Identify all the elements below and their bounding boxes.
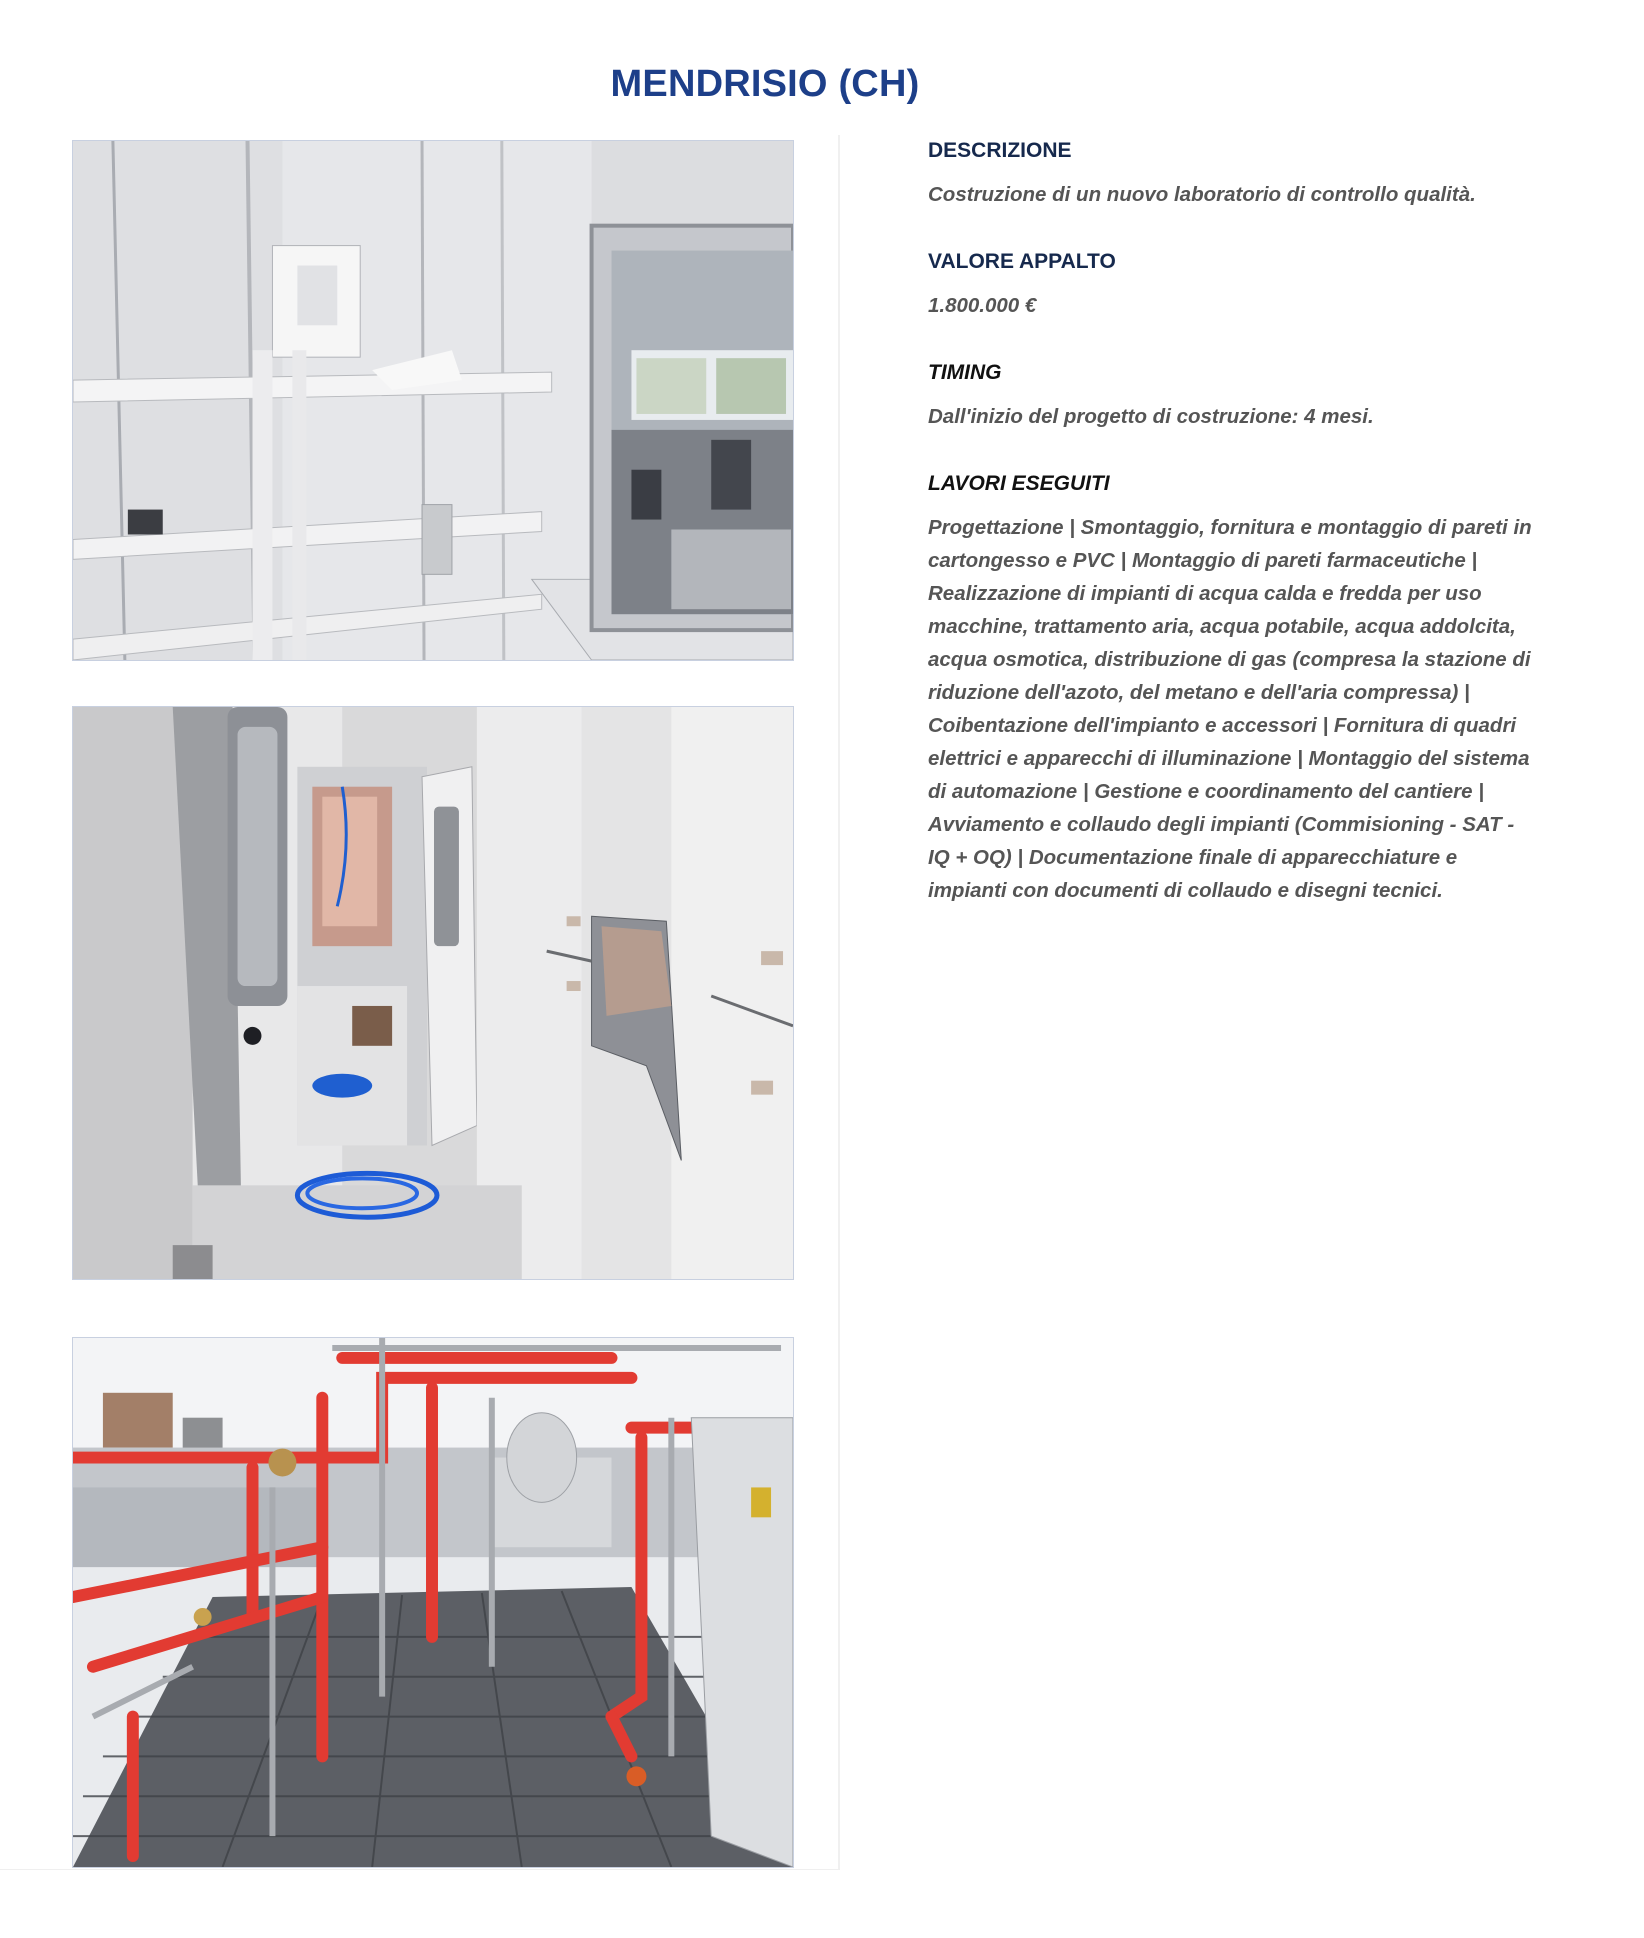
lavori-line: cartongesso e PVC | Montaggio di pareti farmaceutiche |	[928, 549, 1478, 572]
valore-appalto-heading: VALORE APPALTO	[928, 250, 1116, 273]
photo-lab-interior[interactable]	[72, 140, 794, 661]
lavori-line: Realizzazione di impianti di acqua calda e fredda per uso	[928, 582, 1482, 605]
section-valore-appalto	[928, 249, 1588, 322]
lavori-line: di automazione | Gestione e coordinamento del cantiere |	[928, 780, 1484, 803]
rooftop-red-pipework-grating-photo	[73, 1338, 793, 1867]
page-title: MENDRISIO (CH)	[610, 63, 920, 106]
descrizione-text: Costruzione di un nuovo laboratorio di controllo qualità.	[928, 183, 1476, 206]
lavori-line: Coibentazione dell'impianto e accessori | Fornitura di quadri	[928, 714, 1517, 737]
section-lavori-eseguiti	[928, 471, 1588, 907]
valore-appalto-text: 1.800.000 €	[928, 294, 1037, 317]
section-descrizione	[928, 138, 1588, 211]
timing-text: Dall'inizio del progetto di costruzione: 4 mesi.	[928, 405, 1374, 428]
lavori-line: Progettazione | Smontaggio, fornitura e montaggio di pareti in	[928, 516, 1532, 539]
bottom-divider	[0, 1869, 840, 1870]
descrizione-heading: DESCRIZIONE	[928, 139, 1072, 162]
lavori-line: macchine, trattamento aria, acqua potabile, acqua addolcita,	[928, 615, 1516, 638]
lavori-eseguiti-heading: LAVORI ESEGUITI	[928, 472, 1110, 495]
lavori-line: IQ + OQ) | Documentazione finale di apparecchiature e	[928, 846, 1458, 869]
lavori-eseguiti-text	[928, 511, 1588, 907]
project-info	[928, 138, 1588, 945]
timing-heading: TIMING	[928, 361, 1002, 384]
section-timing	[928, 360, 1588, 433]
lavori-line: elettrici e apparecchi di illuminazione | Montaggio del sistema	[928, 747, 1530, 770]
lavori-line: riduzione dell'azoto, del metano e dell'aria compressa) |	[928, 681, 1470, 704]
column-divider	[838, 135, 840, 1870]
lavori-line: impianti con documenti di collaudo e disegni tecnici.	[928, 879, 1443, 902]
photo-rooftop-pipework[interactable]	[72, 1337, 794, 1868]
lab-interior-wall-framing-photo	[73, 141, 793, 660]
photo-corridor[interactable]	[72, 706, 794, 1280]
lavori-line: acqua osmotica, distribuzione di gas (compresa la stazione di	[928, 648, 1531, 671]
corridor-doors-blue-pipes-photo	[73, 707, 793, 1279]
lavori-line: Avviamento e collaudo degli impianti (Commisioning - SAT -	[928, 813, 1515, 836]
